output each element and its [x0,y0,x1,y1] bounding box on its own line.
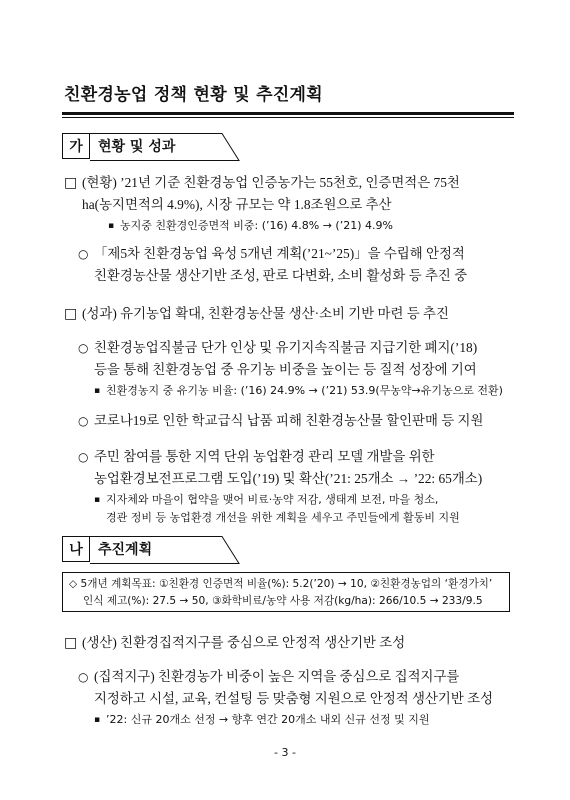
item-text-line: 코로나19로 인한 학교급식 납품 피해 친환경농산물 할인판매 등 지원 [94,413,484,428]
item-text-line: ha(농지면적의 4.9%), 시장 규모는 약 1.8조원으로 추산 [82,197,392,212]
note-bullet-icon: ▪ [94,715,101,725]
item-five-year-plan [78,243,467,286]
item-text-line: (성과) 유기농업 확대, 친환경농산물 생산·소비 기반 마련 등 추진 [82,306,449,321]
goal-box [62,572,510,612]
circle-bullet-icon: ○ [78,670,89,684]
circle-bullet-icon: ○ [78,414,89,428]
item-direct-payment [78,337,503,400]
square-bullet-icon: □ [64,175,78,191]
item-production [64,632,405,654]
item-cluster [78,666,493,729]
item-text-line: (집적지구) 친환경농가 비중이 높은 지역을 중심으로 집적지구를 [94,669,460,684]
item-text-line: (생산) 친환경집적지구를 중심으로 안정적 생산기반 조성 [82,635,406,650]
page-title: 친환경농업 정책 현황 및 추진계획 [64,85,323,105]
square-bullet-icon: □ [64,635,78,651]
note-bullet-icon: ▪ [108,221,115,231]
item-text-line: 등을 통해 친환경농업 중 유기농 비중을 높이는 등 질적 성장에 기여 [94,362,477,377]
goal-line: 인식 제고(%): 27.5 → 50, ③화학비료/농약 사용 저감(kg/ha): 266/10.5 → 233/9.5 [83,595,483,607]
note-text: ’22: 신규 20개소 선정 → 향후 연간 20개소 내외 신규 선정 및 지원 [106,713,430,726]
note-text: 지자체와 마을이 협약을 맺어 비료·농약 저감, 생태계 보전, 마을 청소, [106,493,439,506]
item-status [64,172,460,235]
circle-bullet-icon: ○ [78,247,89,261]
note-text: 경관 정비 등 농업환경 개선을 위한 계획을 세우고 주민들에게 활동비 지원 [106,511,460,524]
note-text: 농지중 친환경인증면적 비중: (’16) 4.8% → (’21) 4.9% [120,219,393,232]
circle-bullet-icon: ○ [78,341,89,355]
item-text-line: 주민 참여를 통한 지역 단위 농업환경 관리 모델 개발을 위한 [94,449,435,464]
title-rule-thick [62,112,514,115]
note-text: 친환경농지 중 유기농 비율: (’16) 24.9% → (’21) 53.9(무농약→유기농으로 전환) [106,384,503,397]
item-text-line: (현황) ’21년 기준 친환경농업 인증농가는 55천호, 인증면적은 75천 [82,175,460,190]
item-text-line: 친환경농업직불금 단가 인상 및 유기지속직불금 지급기한 폐지(’18) [94,340,478,355]
section-title: 현황 및 성과 [98,139,176,155]
item-covid-support [78,410,483,432]
item-text-line: 농업환경보전프로그램 도입(’19) 및 확산(’21: 25개소 → ’22: 65개소) [94,471,483,486]
section-title-box [90,133,248,159]
item-text-line: 친환경농산물 생산기반 조성, 판로 다변화, 소비 활성화 등 추진 중 [94,268,468,283]
section-header-na [62,536,248,562]
section-header-ga [62,133,248,159]
circle-bullet-icon: ○ [78,450,89,464]
section-title-box [90,536,248,562]
page-number: - 3 - [274,746,296,759]
section-letter: 가 [62,133,90,159]
item-achievements [64,303,449,325]
title-block [62,80,514,118]
note-bullet-icon: ▪ [94,495,101,505]
note-bullet-icon: ▪ [94,386,101,396]
title-rule-thin [62,117,514,118]
item-text-line: 「제5차 친환경농업 육성 5개년 계획(’21~’25)」을 수립해 안정적 [94,246,465,261]
section-letter: 나 [62,536,90,562]
item-env-program [78,446,482,527]
section-title: 추진계획 [98,542,153,558]
item-text-line: 지정하고 시설, 교육, 컨설팅 등 맞춤형 지원으로 안정적 생산기반 조성 [94,691,494,706]
square-bullet-icon: □ [64,306,78,322]
goal-line: ◇ 5개년 계획목표: ①친환경 인증면적 비율(%): 5.2(’20) → 10, ②친환경농업의 ‘환경가치’ [69,578,493,590]
